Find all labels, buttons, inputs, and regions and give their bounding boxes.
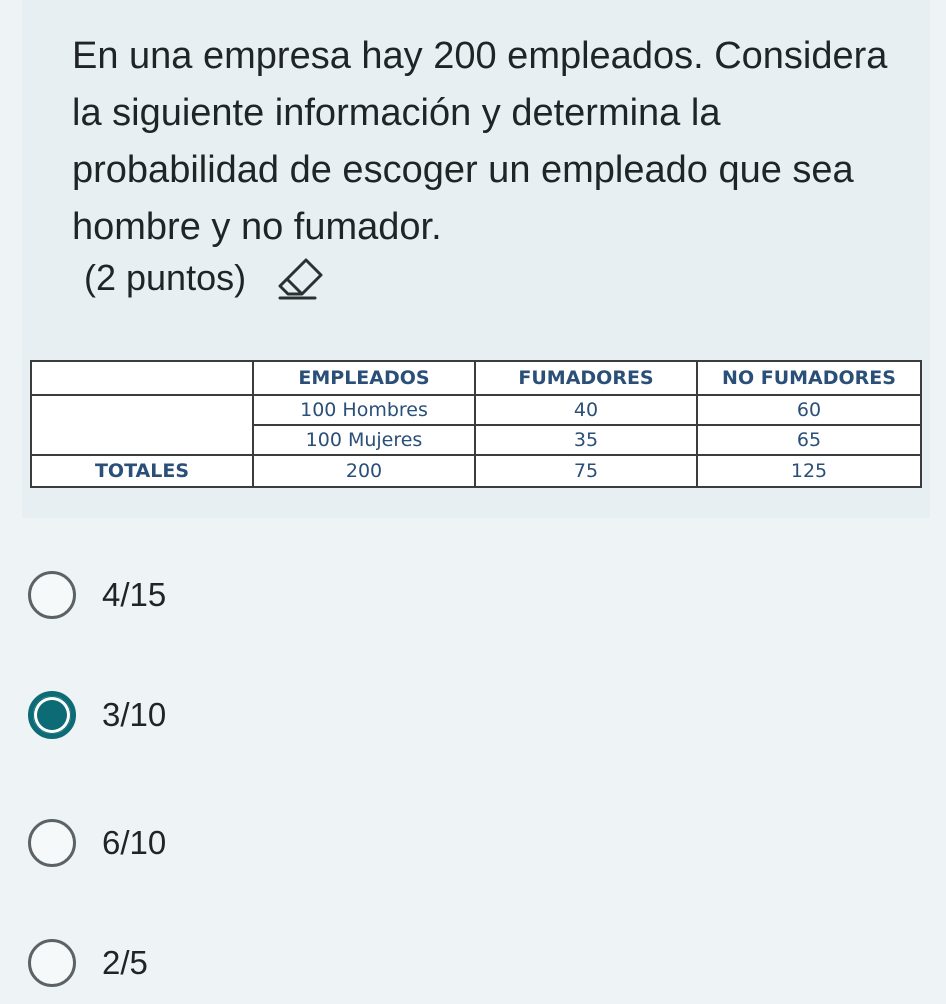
table-header-row <box>31 361 921 395</box>
table-cell: 75 <box>475 455 697 487</box>
option-3-10[interactable] <box>28 680 166 750</box>
option-4-15[interactable] <box>28 560 166 630</box>
table-header: NO FUMADORES <box>697 361 921 395</box>
question-text: En una empresa hay 200 empleados. Considera la siguiente información y determina la probabilidad de escoger un empleado que sea hombre y no fumador. <box>72 35 888 248</box>
table-cell: 65 <box>697 425 921 455</box>
table-header: EMPLEADOS <box>253 361 475 395</box>
radio-button[interactable] <box>28 939 76 987</box>
table-cell <box>31 395 253 425</box>
table-header: FUMADORES <box>475 361 697 395</box>
radio-button[interactable] <box>28 571 76 619</box>
table-row <box>31 395 921 425</box>
employee-table <box>30 360 920 488</box>
eraser-icon[interactable] <box>272 252 330 304</box>
table-cell: 200 <box>253 455 475 487</box>
option-label: 2/5 <box>102 944 148 981</box>
radio-dot <box>37 700 67 730</box>
table-header <box>31 361 253 395</box>
table-row-totals <box>31 455 921 487</box>
table-row <box>31 425 921 455</box>
option-6-10[interactable] <box>28 808 166 878</box>
points-row <box>84 252 330 304</box>
table-cell: TOTALES <box>31 455 253 487</box>
points-label: (2 puntos) <box>84 257 247 298</box>
radio-button[interactable] <box>28 819 76 867</box>
option-label: 3/10 <box>102 696 167 733</box>
option-label: 6/10 <box>102 824 167 861</box>
option-2-5[interactable] <box>28 928 148 998</box>
table-cell: 35 <box>475 425 697 455</box>
option-label: 4/15 <box>102 576 167 613</box>
table-cell: 100 Mujeres <box>253 425 475 455</box>
table-cell: 100 Hombres <box>253 395 475 425</box>
table-cell <box>31 425 253 455</box>
table-cell: 40 <box>475 395 697 425</box>
table-cell: 60 <box>697 395 921 425</box>
table-cell: 125 <box>697 455 921 487</box>
radio-button-selected[interactable] <box>28 691 76 739</box>
